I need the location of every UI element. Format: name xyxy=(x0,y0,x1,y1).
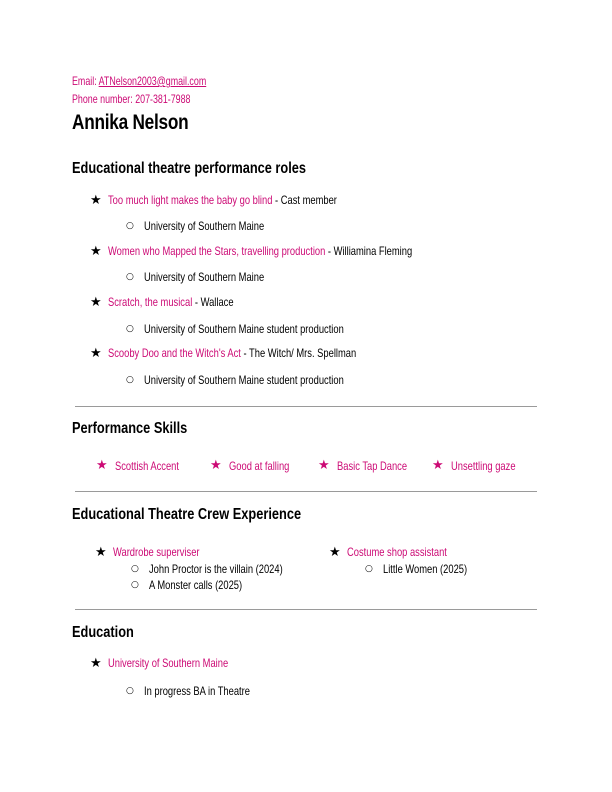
list-item xyxy=(108,295,269,309)
page-title xyxy=(72,111,214,135)
skill-text: Scottish Accent xyxy=(115,459,179,473)
detail-text: A Monster calls (2025) xyxy=(149,578,243,592)
list-subitem xyxy=(144,219,298,233)
list-item xyxy=(108,193,401,207)
phone-number: Phone number: 207-381-7988 xyxy=(72,92,191,106)
crew-detail xyxy=(149,562,320,576)
detail-text: University of Southern Maine xyxy=(144,270,265,284)
role-text: - Williamina Fleming xyxy=(325,244,413,258)
black-star-icon: ★ xyxy=(90,656,102,671)
detail-text: Little Women (2025) xyxy=(383,562,468,576)
white-circle-icon: ○ xyxy=(126,686,134,696)
email-label: Email: xyxy=(72,74,99,88)
pink-star-icon: ★ xyxy=(210,458,222,473)
role-text: - Wallace xyxy=(192,295,234,309)
white-circle-icon: ○ xyxy=(126,221,134,231)
skill-text: Unsettling gaze xyxy=(451,459,516,473)
section-title-education xyxy=(72,624,149,642)
show-title: Women who Mapped the Stars, travelling production xyxy=(108,244,326,258)
crew-role-title: Wardrobe superviser xyxy=(113,545,200,559)
black-star-icon: ★ xyxy=(90,193,102,208)
crew-role-title: Costume shop assistant xyxy=(347,545,447,559)
detail-text: University of Southern Maine student production xyxy=(144,373,344,387)
section-title-text: Education xyxy=(72,624,134,641)
section-title-text: Performance Skills xyxy=(72,420,188,437)
crew-role xyxy=(113,545,224,559)
school-name: University of Southern Maine xyxy=(108,656,229,670)
pink-star-icon: ★ xyxy=(432,458,444,473)
list-item xyxy=(108,346,426,360)
school-item xyxy=(108,656,262,670)
white-circle-icon: ○ xyxy=(126,375,134,385)
white-circle-icon: ○ xyxy=(131,564,139,574)
phone-line xyxy=(72,92,232,106)
black-star-icon: ★ xyxy=(90,346,102,361)
detail-text: University of Southern Maine student production xyxy=(144,322,344,336)
section-title-crew-experience xyxy=(72,506,358,524)
skill-text: Basic Tap Dance xyxy=(337,459,408,473)
white-circle-icon: ○ xyxy=(131,580,139,590)
black-star-icon: ★ xyxy=(90,244,102,259)
skill-item xyxy=(115,459,197,473)
white-circle-icon: ○ xyxy=(365,564,373,574)
education-detail xyxy=(144,684,280,698)
divider xyxy=(75,406,537,407)
white-circle-icon: ○ xyxy=(126,324,134,334)
list-subitem xyxy=(144,373,400,387)
list-item xyxy=(108,244,498,258)
show-title: Too much light makes the baby go blind xyxy=(108,193,273,207)
skill-text: Good at falling xyxy=(229,459,290,473)
show-title: Scooby Doo and the Witch's Act xyxy=(108,346,241,360)
role-text: - Cast member xyxy=(272,193,337,207)
black-star-icon: ★ xyxy=(329,545,341,560)
role-text: - The Witch/ Mrs. Spellman xyxy=(240,346,357,360)
skill-item xyxy=(337,459,427,473)
email-line xyxy=(72,74,253,88)
detail-text: In progress BA in Theatre xyxy=(144,684,250,698)
detail-text: University of Southern Maine xyxy=(144,219,265,233)
skill-item xyxy=(229,459,306,473)
name-text: Annika Nelson xyxy=(72,111,189,134)
detail-text: John Proctor is the villain (2024) xyxy=(149,562,283,576)
crew-role xyxy=(347,545,475,559)
section-title-performance-skills xyxy=(72,420,216,438)
crew-detail xyxy=(149,578,268,592)
show-title: Scratch, the musical xyxy=(108,295,193,309)
black-star-icon: ★ xyxy=(90,295,102,310)
divider xyxy=(75,609,537,610)
white-circle-icon: ○ xyxy=(126,272,134,282)
pink-star-icon: ★ xyxy=(96,458,108,473)
black-star-icon: ★ xyxy=(95,545,107,560)
list-subitem xyxy=(144,270,298,284)
list-subitem xyxy=(144,322,400,336)
section-title-performance-roles xyxy=(72,160,365,178)
pink-star-icon: ★ xyxy=(318,458,330,473)
skill-item xyxy=(451,459,534,473)
crew-detail xyxy=(383,562,491,576)
section-title-text: Educational theatre performance roles xyxy=(72,160,307,177)
divider xyxy=(75,491,537,492)
section-title-text: Educational Theatre Crew Experience xyxy=(72,506,302,523)
email-link[interactable]: ATNelson2003@gmail.com xyxy=(98,74,207,88)
